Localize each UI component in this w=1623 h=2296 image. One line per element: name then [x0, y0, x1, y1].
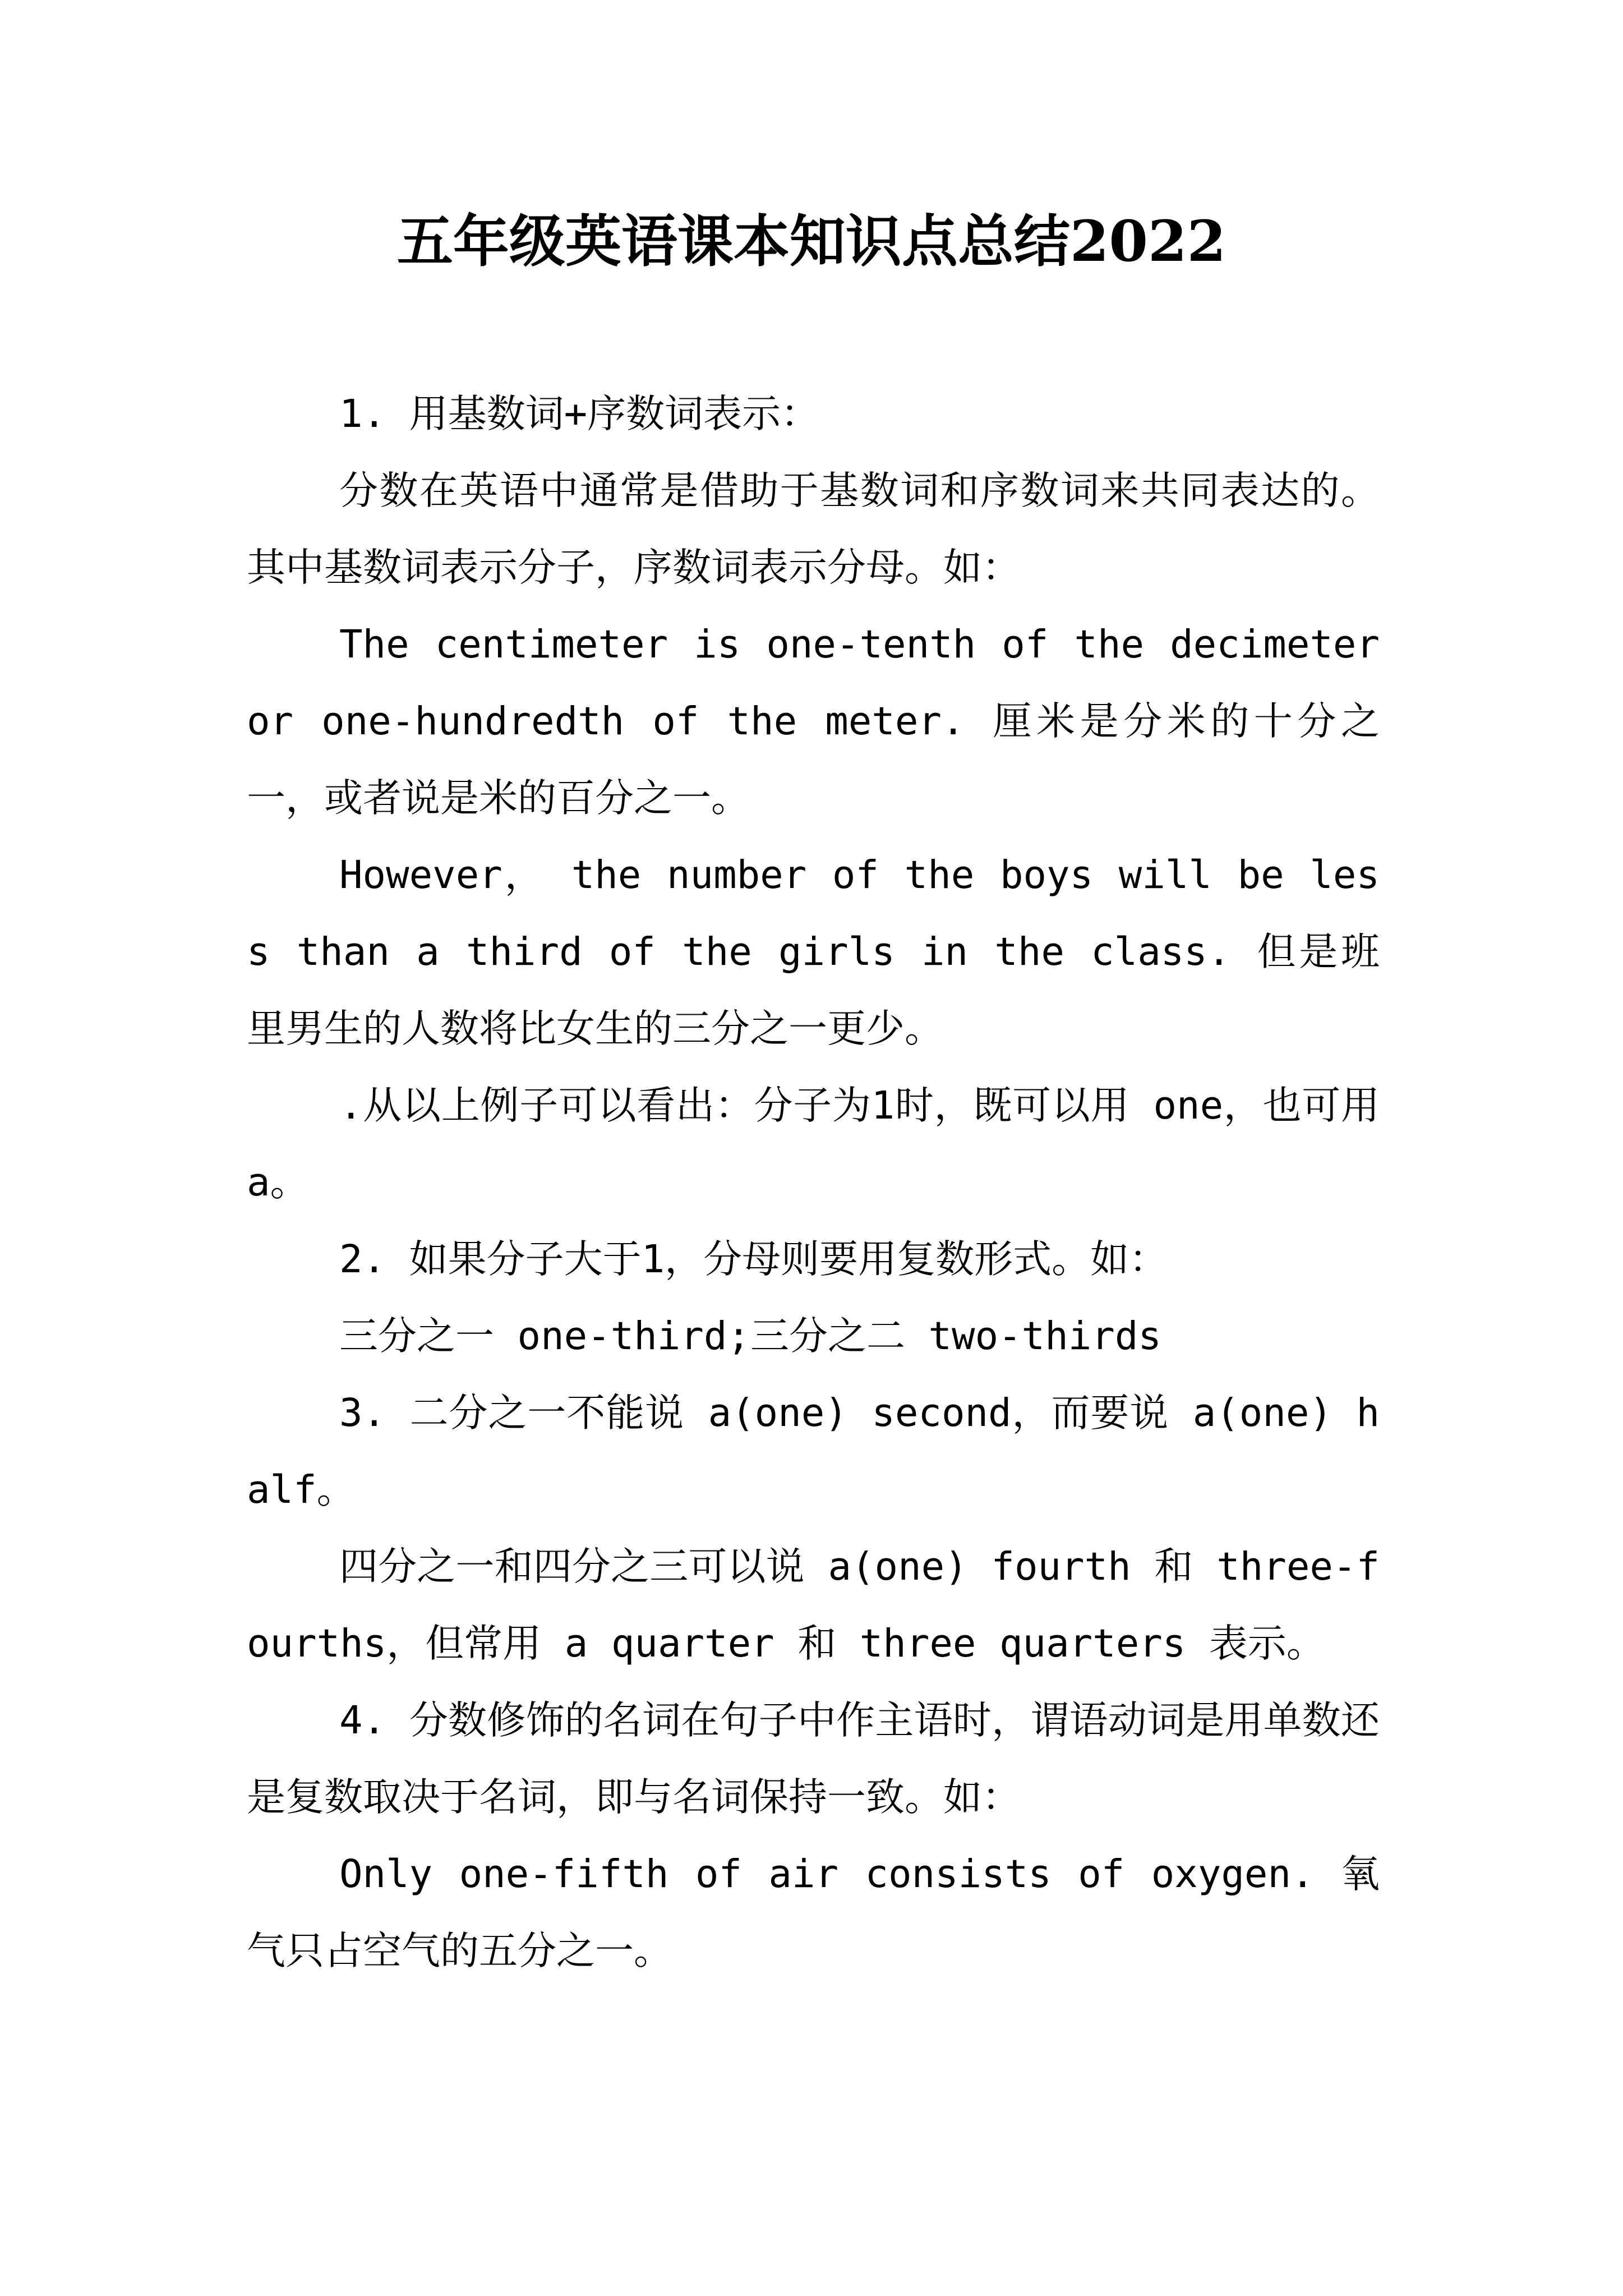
paragraph-rule-2: 2. 如果分子大于1，分母则要用复数形式。如： — [339, 1237, 1168, 1282]
paragraph-fraction-intro: 分数在英语中通常是借助于基数词和序数词来共同表达的。其中基数词表示分子，序数词表示分母。如： — [247, 468, 1380, 590]
paragraph-rule-3-quarter: 四分之一和四分之三可以说 a(one) fourth 和 three-fourths，但常用 a quarter 和 three quarters 表示。 — [247, 1544, 1380, 1666]
paragraph-rule-4: 4. 分数修饰的名词在句子中作主语时，谓语动词是用单数还是复数取决于名词，即与名词保持一致。如： — [247, 1698, 1380, 1820]
paragraph-example-centimeter: The centimeter is one-tenth of the decimeter or one-hundredth of the meter. 厘米是分米的十分之一，或者说是米的百分之一。 — [247, 622, 1380, 821]
paragraph-rule-2-example: 三分之一 one-third;三分之二 two-thirds — [339, 1314, 1161, 1359]
document-title: 五年级英语课本知识点总结2022 — [396, 208, 1227, 274]
document-body — [247, 376, 1380, 1990]
paragraph-example-oxygen: Only one-fifth of air consists of oxygen. 氧气只占空气的五分之一。 — [247, 1852, 1380, 1973]
paragraph-numerator-one-note: .从以上例子可以看出：分子为1时，既可以用 one，也可用a。 — [247, 1083, 1380, 1205]
paragraph-rule-3: 3. 二分之一不能说 a(one) second，而要说 a(one) half。 — [247, 1391, 1380, 1512]
paragraph-example-boys: However， the number of the boys will be less than a third of the girls in the class. 但是班里男生的人数将比女生的三分之一更少。 — [247, 853, 1380, 1051]
paragraph-rule-1-heading: 1. 用基数词+序数词表示： — [339, 392, 820, 436]
